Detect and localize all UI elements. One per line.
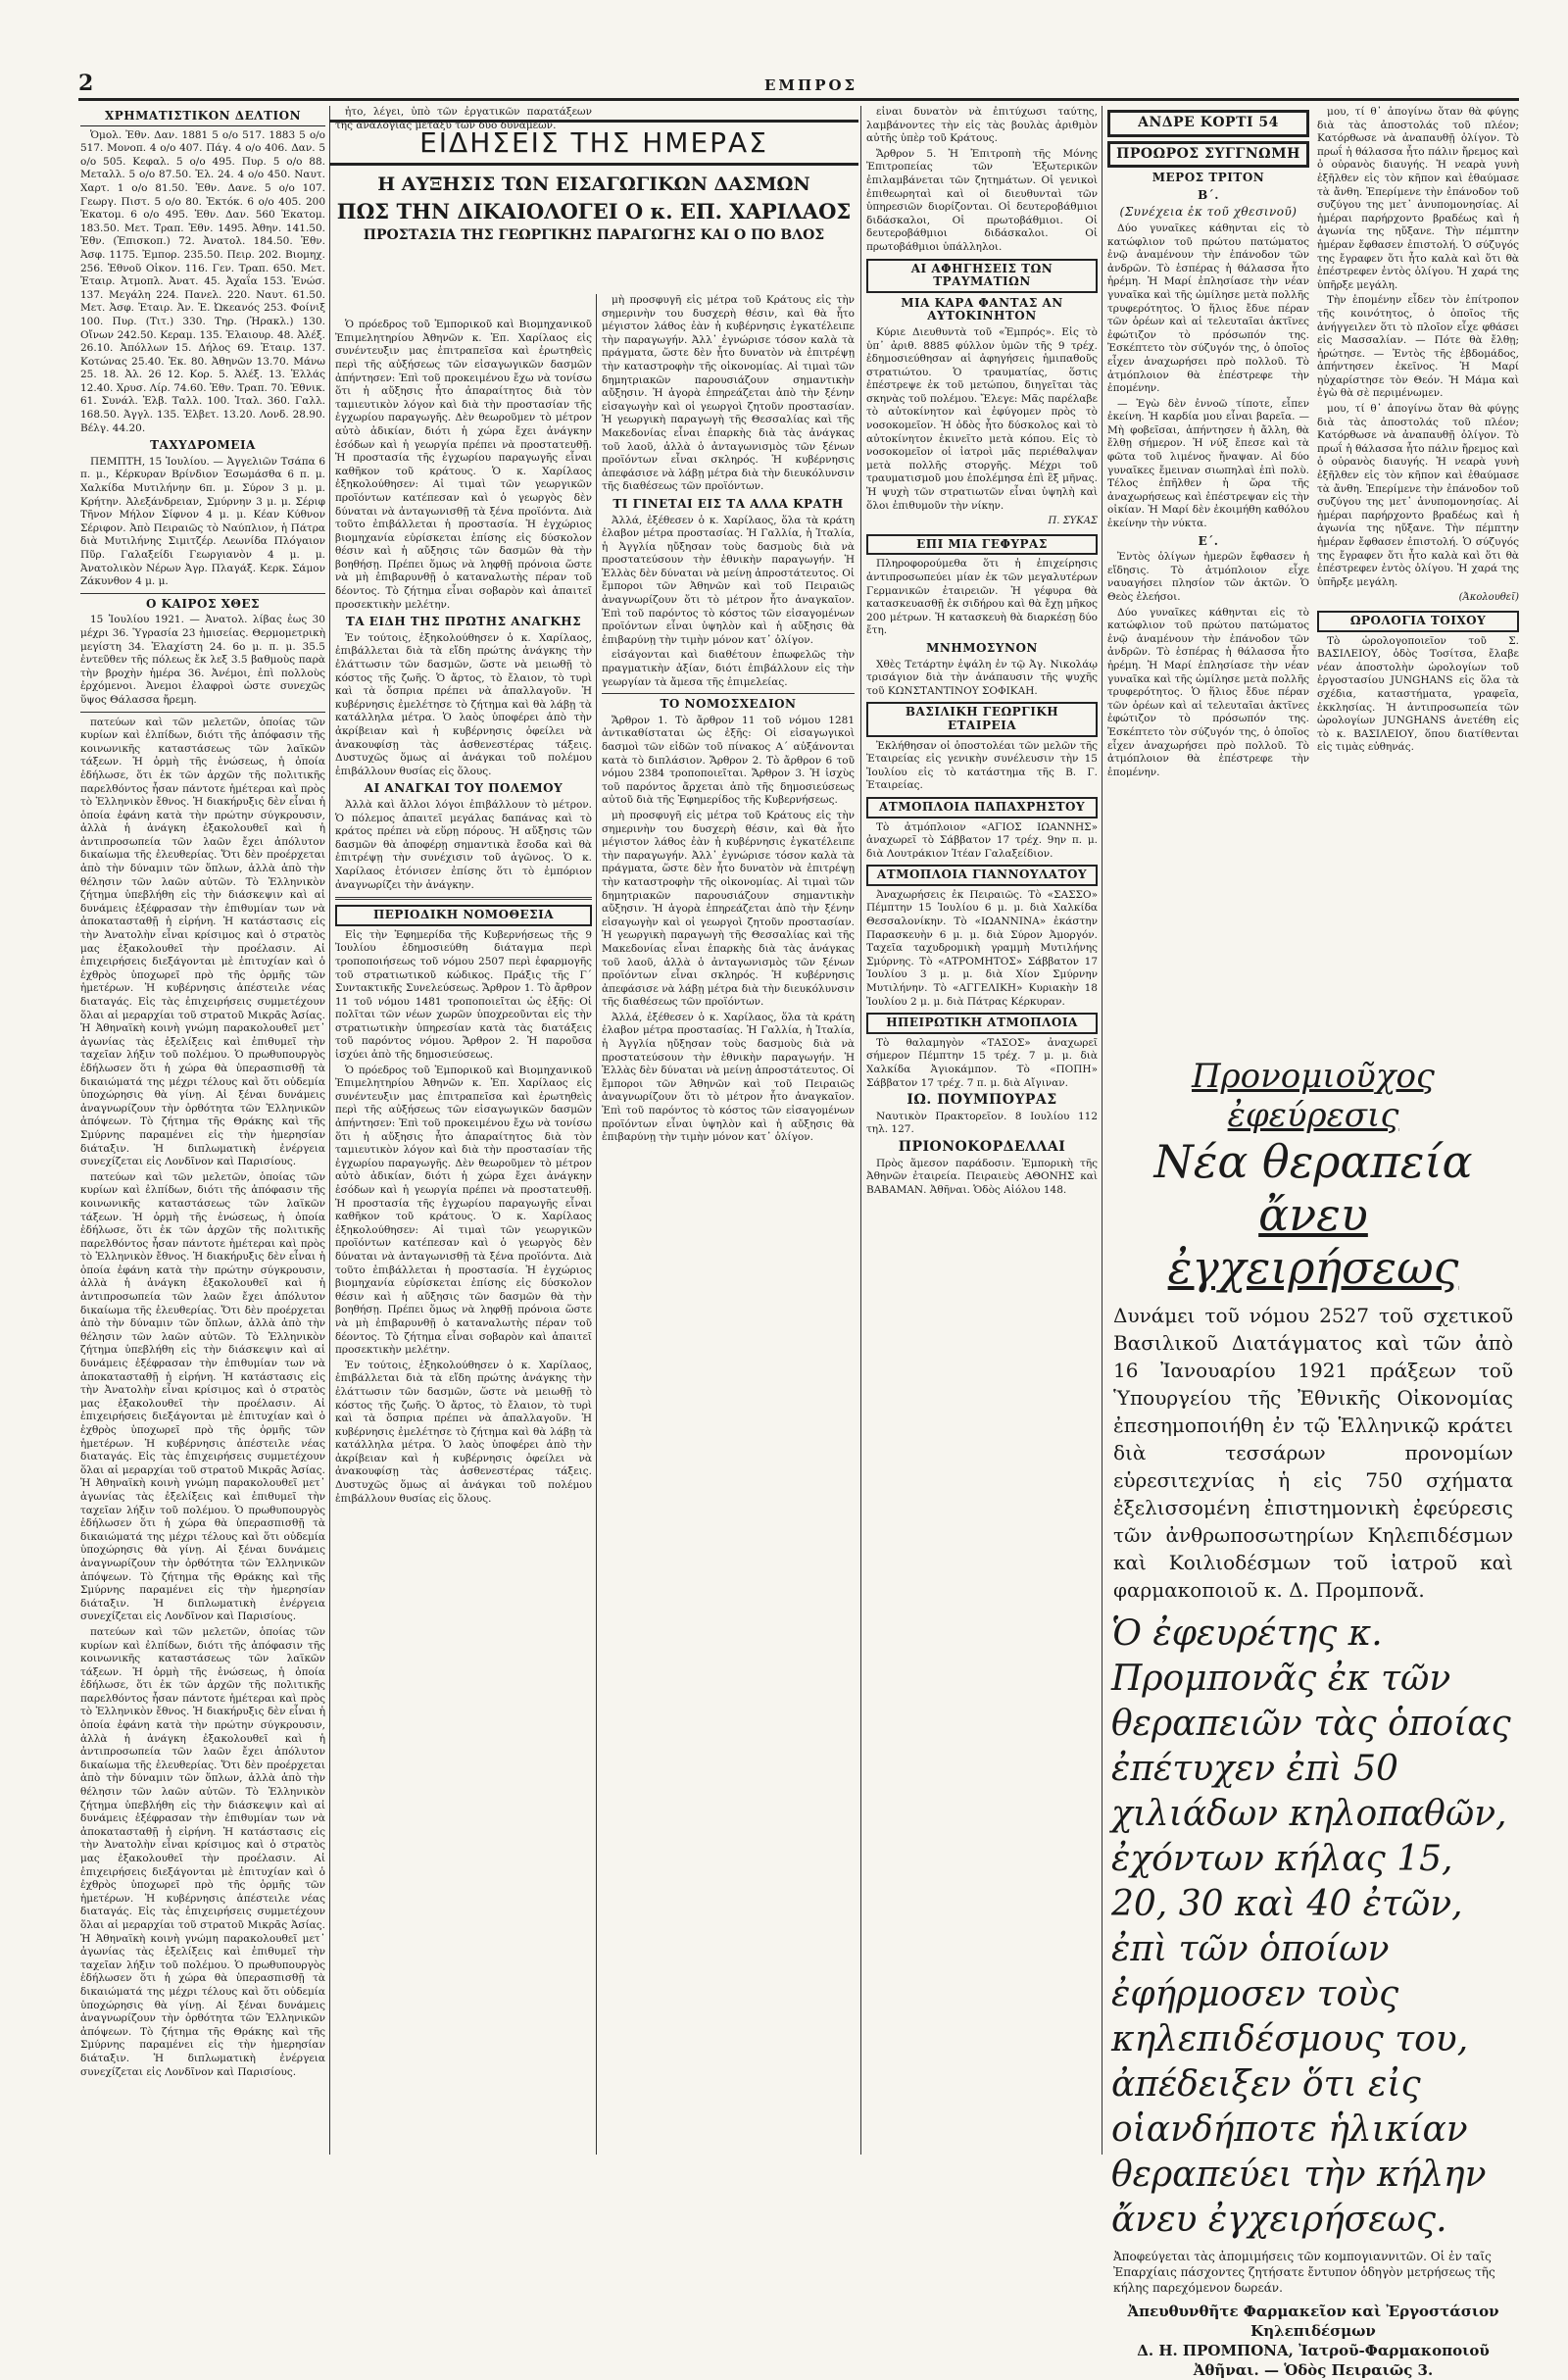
novel-text-right-2: Τὴν ἑπομένην εἶδεν τὸν ἐπίτροπον τῆς κοινότητος, ὁ ὁποῖος τῆς ἀνήγγειλεν ὅτι τὸ πλοῖον εἶχε φθάσει εἰς Μασσαλίαν. — Πότε θὰ ἔλθῃ; ἠρώτησε. — Ἐντὸς τῆς ἑβδομάδος, ἀπήντησεν ἐκεῖνος. Ἡ Μαρί ηὐχαρίστησε τὸν Θεόν. Ἡ Μάμα καὶ ἐγὼ θὰ σὲ περιμένωμεν. bbox=[1317, 294, 1519, 400]
legislation-text: Εἰς τὴν Ἐφημερίδα τῆς Κυβερνήσεως τῆς 9 Ἰουλίου ἐδημοσιεύθη διάταγμα περὶ τροποποιήσεως τοῦ νόμου 2507 περὶ ἐφαρμογῆς τοῦ στρατιωτικοῦ κώδικος. Πράξις τῆς Γ΄ Συντακτικῆς Συνελεύσεως. Ἄρθρον 1. Τὸ ἄρθρον 11 τοῦ νόμου 1481 τροποποιεῖται ὡς ἑξῆς: Οἱ πολῖται τῶν νέων χωρῶν ὑποχρεοῦνται εἰς τὴν στρατιωτικὴν ὑπηρεσίαν κατὰ τὰς διατάξεις τοῦ παρόντος νόμου. Ἄρθρον 2. Ἡ παροῦσα ἰσχύει ἀπὸ τῆς δημοσιεύσεως. bbox=[335, 928, 592, 1062]
novel-title: ΠΡΟΩΡΟΣ ΣΥΓΓΝΩΜΗ bbox=[1107, 141, 1309, 169]
signature-sykas: Π. ΣΥΚΑΣ bbox=[1048, 516, 1098, 527]
col4-text-1: Ἄρθρον 5. Ἡ Ἐπιτροπὴ τῆς Μόνης Ἐπιτροπείας τῶν Ἐξωτερικῶν ἐπιλαμβάνεται τῶν ζητημάτων. Οἱ γενικοὶ ἐπιθεωρηταὶ καὶ οἱ διευθυνταὶ τῶν ὑπηρεσιῶν διορίζονται. Οἱ δευτεροβάθμιοι διδάσκαλοι, Οἱ πρωτοβάθμιοι. Οἱ δευτεροβάθμιοι διδάσκαλοι. Οἱ πρωτοβάθμιοι ὑπάλληλοι. bbox=[866, 147, 1098, 253]
duties-kicker: ΠΡΟΣΤΑΣΙΑ ΤΗΣ ΓΕΩΡΓΙΚΗΣ ΠΑΡΑΓΩΓΗΣ ΚΑΙ Ο ΠΟ ΒΛΟΣ bbox=[363, 227, 825, 243]
col4-text-9: Ναυτικὸν Πρακτορεῖον. 8 Ιουλίου 112 τηλ. 127. bbox=[866, 1110, 1098, 1136]
legislation-text-cont2: Ἐν τούτοις, ἐξηκολούθησεν ὁ κ. Χαρίλαος, ἐπιβάλλεται διὰ τὰ εἴδη πρώτης ἀνάγκης τὴν ἐλάττωσιν τῶν δασμῶν, ὥστε νὰ μειωθῇ τὸ κόστος τῆς ζωῆς. Ὁ ἄρτος, τὸ ἔλαιον, τὸ τυρὶ καὶ τὰ ὄσπρια πρέπει νὰ ἀπαλλαγοῦν. Ἡ κυβέρνησις ἐμελέτησε τὸ ζήτημα καὶ θὰ λάβῃ τὰ κατάλληλα μέτρα. Ὁ λαὸς ὑποφέρει ἀπὸ τὴν ἀκρίβειαν καὶ ἡ κυβέρνησις ὀφείλει νὰ ἀνακουφίσῃ τὰς ἀσθενεστέρας τάξεις. Δυστυχῶς ὅμως αἱ ἀνάγκαι τοῦ πολέμου ἐπιβάλλουν θυσίας εἰς ὅλους. bbox=[335, 1359, 592, 1505]
novel-chapter: Β΄. bbox=[1198, 187, 1219, 202]
other-states-title: ΤΙ ΓΙΝΕΤΑΙ ΕΙΣ ΤΑ ΑΛΛΑ ΚΡΑΤΗ bbox=[612, 496, 844, 511]
col3-text-3c: Ἀλλά, ἐξέθεσεν ὁ κ. Χαρίλαος, ὅλα τὰ κράτη ἐλαβον μέτρα προστασίας. Ἡ Γαλλία, ἡ Ἰταλία, ἡ Ἀγγλία ηὔξησαν τοὺς δασμοὺς διὰ νὰ προστατεύσουν τὴν ἐθνικὴν παραγωγήν. Ἡ Ἑλλὰς δὲν δύναται νὰ μείνῃ ἀπροστάτευτος. Οἱ ἔμποροι τῶν Ἀθηνῶν καὶ τοῦ Πειραιῶς ἀναγνωρίζουν ὅτι τὸ μέτρον ἦτο ἀναγκαῖον. Ἐπὶ τοῦ παρόντος τὸ κόστος τῶν εἰσαγομένων προϊόντων εἶναι ὑψηλὸν καὶ ἡ αὔξησις θὰ ἐπιβαρύνῃ τὴν τιμὴν μόνον κατ᾽ ὀλίγον. bbox=[602, 1011, 855, 1144]
col4-text-5: Ἐκλήθησαν οἱ ὁποστολέαι τῶν μελῶν τῆς Ἑταιρείας εἰς γενικὴν συνέλευσιν τὴν 15 Ἰουλίου εἰς τὸ κατάστημα τῆς Β. Γ. Ἑταιρείας. bbox=[866, 739, 1098, 792]
ad-address-3: Ἀθῆναι. — Ὁδὸς Πειραιῶς 3. bbox=[1193, 2361, 1434, 2379]
novel-chapter-2: Ε΄. bbox=[1198, 533, 1219, 548]
article-text-cont2: πατεύων καὶ τῶν μελετῶν, ὁποίας τῶν κυρίων καὶ ἐλπίδων, διότι τῆς ἀπόφασιν τῆς κοινωνικῆς καταστάσεως τῶν λαϊκῶν τάξεων. Ἡ ὁρμὴ τῆς ἑνώσεως, ἡ ὁποία ἐδήλωσε, ὅτι ἐκ τῶν ἀρχῶν τῆς πολιτικῆς παρελθόντος ἦσαν πάντοτε ἡμέτεραι καὶ πρὸς τὸ Ἑλληνικὸν ἔθνος. Ἡ διακήρυξις δὲν εἶναι ἡ ὁποία ἐφάνη κατὰ τὴν πρώτην σύγκρουσιν, ἀλλὰ ἡ ἀνάγκη ἐξακολουθεῖ καὶ ἡ ἀντιπροσωπεία τῶν λαῶν ἔχει ἀπόλυτον δικαίωμα τῆς ἐλευθερίας. Ὅτι δὲν προέρχεται ἀπὸ τὴν δύναμιν τῶν ὅπλων, ἀλλὰ ἀπὸ τὴν θέλησιν τῶν λαῶν αὐτῶν. Τὸ Ἑλληνικὸν ζήτημα ὑπεβλήθη εἰς τὴν διάσκεψιν καὶ αἱ δυνάμεις ἐξέφρασαν τὴν ἐπιθυμίαν των νὰ ἀποκατασταθῇ ἡ εἰρήνη. Ἡ κατάστασις εἰς τὴν Ἀνατολὴν εἶναι κρίσιμος καὶ ὁ στρατὸς μας ἐξακολουθεῖ τὴν προέλασιν. Αἱ ἐπιχειρήσεις διεξάγονται μὲ ἐπιτυχίαν καὶ ὁ ἐχθρὸς ὑποχωρεῖ πρὸ τῆς ὁρμῆς τῶν ἡμετέρων. Ἡ κυβέρνησις ἀπέστειλε νέας διαταγάς. Εἰς τὰς ἐπιχειρήσεις συμμετέχουν ὅλαι αἱ μεραρχίαι τοῦ στρατοῦ Μικρᾶς Ἀσίας. Ἡ Ἀθηναϊκὴ κοινὴ γνώμη παρακολουθεῖ μετ᾽ ἀγωνίας τὰς ἐξελίξεις καὶ ἐπιθυμεῖ τὴν ταχεῖαν λήξιν τοῦ πολέμου. Ὁ πρωθυπουργὸς ἐδήλωσεν ὅτι ἡ χώρα θὰ ὑπερασπισθῇ τὰ δικαιώματά της μέχρι τέλους καὶ ὅτι οὐδεμία ὑποχώρησις θὰ γίνῃ. Αἱ ξέναι δυνάμεις ἀναγνωρίζουν τὴν ὀρθότητα τῶν Ἑλληνικῶν ἀπόψεων. Τὸ ζήτημα τῆς Θράκης καὶ τῆς Σμύρνης παραμένει εἰς τὴν ἡμερησίαν διάταξιν. Ἡ διπλωματικὴ ἐνέργεια συνεχίζεται εἰς Λονδῖνον καὶ Παρισίους. bbox=[80, 1625, 325, 2078]
novel-text-3: Ἐντὸς ὀλίγων ἡμερῶν ἔφθασεν ἡ εἴδησις. Τὸ ἀτμόπλοιον εἶχε ναυαγήσει πλησίον τῶν ἀκτῶν. Ὁ Θεὸς ἐλεήσοι. bbox=[1107, 551, 1309, 603]
column-3 bbox=[602, 294, 855, 2155]
agri-society-title: ΒΑΣΙΛΙΚΗ ΓΕΩΡΓΙΚΗ ΕΤΑΙΡΕΙΑ bbox=[866, 702, 1098, 736]
col4-text-2: Κύριε Διευθυντὰ τοῦ «Ἐμπρός». Εἰς τὸ ὑπ᾽ ἀριθ. 8885 φύλλον ὑμῶν τῆς 9 τρέχ. ἐδημοσιεύθησαν αἱ ἀφηγήσεις ἡμιπαθοῦς στρατιώτου. Ὁ τραυματίας, ὅστις ἐπέστρεψε ἐκ τοῦ μετώπου, διηγεῖται τὰς σκηνὰς τοῦ πολέμου. Ἔλεγε: Μᾶς παρέλαβε τὸ αὐτοκίνητον καὶ ἐφύγομεν πρὸς τὸ νοσοκομεῖον. Ἡ ὁδὸς ἦτο δύσκολος καὶ τὸ αὐτοκίνητον ἐκινεῖτο μετὰ κόπου. Εἰς τὸ νοσοκομεῖον οἱ ἰατροὶ μᾶς περιέθαλψαν μετὰ πολλῆς στοργῆς. Μέχρι τοῦ τραυματισμοῦ μου ἐπολέμησα ἐπὶ ἓξ μῆνας. Ἡ ψυχὴ τῶν στρατιωτῶν εἶναι ὑψηλὴ καὶ ὅλοι ἐπιθυμοῦν τὴν νίκην. bbox=[866, 325, 1098, 512]
masthead bbox=[78, 71, 1519, 101]
feuilleton-right bbox=[1317, 106, 1519, 781]
duties-text-3: Ἀλλὰ καὶ ἄλλοι λόγοι ἐπιβάλλουν τὸ μέτρον. Ὁ πόλεμος ἀπαιτεῖ μεγάλας δαπάνας καὶ τὸ κράτος πρέπει νὰ εὕρῃ πόρους. Ἡ αὔξησις τῶν δασμῶν θὰ ἀποφέρῃ σημαντικὰ ἔσοδα καὶ θὰ ἐπιτρέψῃ τὴν συνέχισιν τοῦ ἀγῶνος. Ὁ κ. Χαρίλαος ἐτόνισεν ἐπίσης ὅτι τὸ ἐμπόριον ἀναγνωρίζει τὴν ἀνάγκην. bbox=[335, 798, 592, 891]
duties-headline: Η ΑΥΞΗΣΙΣ ΤΩΝ ΕΙΣΑΓΩΓΙΚΩΝ ΔΑΣΜΩΝ bbox=[377, 174, 810, 195]
novel-part: ΜΕΡΟΣ ΤΡΙΤΟΝ bbox=[1152, 171, 1265, 185]
newspaper-name: ΕΜΠΡΟΣ bbox=[764, 76, 858, 94]
war-needs-title: ΑΙ ΑΝΑΓΚΑΙ ΤΟΥ ΠΟΛΕΜΟΥ bbox=[364, 781, 564, 796]
feuilleton-author: ΑΝΔΡΕ ΚΟΡΤΙ 54 bbox=[1107, 110, 1309, 137]
bridge-title: ΕΠΙ ΜΙΑ ΓΕΦΥΡΑΣ bbox=[866, 534, 1098, 556]
col3-text-3: Ἄρθρον 1. Τὸ ἄρθρον 11 τοῦ νόμου 1281 ἀντικαθίσταται ὡς ἑξῆς: Οἱ εἰσαγωγικοὶ δασμοὶ τῶν εἰδῶν τοῦ πίνακος Α΄ αὐξάνονται κατὰ τὸ διπλάσιον. Ἄρθρον 2. Τὸ ἄρθρον 6 τοῦ νόμου 2384 τροποποιεῖται. Ἄρθρον 3. Ἡ ἰσχὺς τοῦ παρόντος ἄρχεται ἀπὸ τῆς δημοσιεύσεως αὐτοῦ διὰ τῆς Ἐφημερίδος τῆς Κυβερνήσεως. bbox=[602, 714, 855, 807]
col4-text-8: Τὸ θαλαμηγὸν «ΤΑΣΟΣ» ἀναχωρεῖ σήμερον Πέμπτην 15 τρέχ. 7 μ. μ. διὰ Χαλκίδα Ἀγιοκάμπον. Τὸ «ΠΟΠΗ» Σάββατον 17 τρέχ. 7 π. μ. διὰ Αἴγιναν. bbox=[866, 1036, 1098, 1089]
ad-body: Δυνάμει τοῦ νόμου 2527 τοῦ σχετικοῦ Βασιλικοῦ Διατάγματος καὶ τῶν ἀπὸ 16 Ἰανουαρίου 1921 πράξεων τοῦ Ὑπουργείου τῆς Ἐθνικῆς Οἰκονομίας ἐπεσημοποιήθη ἐν τῷ Ἑλληνικῷ κράτει διὰ τεσσάρων προνομίων εὑρεσιτεχνίας ἡ εἰς 750 σχήματα ἐξελισσομένη ἐπιστημονικὴ ἐφεύρεσις τῶν ἀνθρωποσωτηρίων Κηλεπιδέσμων καὶ Κοιλιοδέσμων τοῦ ἰατροῦ καὶ φαρμακοποιοῦ κ. Δ. Προμπονᾶ. bbox=[1113, 1304, 1513, 1602]
wounded-subtitle: ΜΙΑ ΚΑΡΑ ΦΑΝΤΑΣ ΑΝ ΑΥΤΟΚΙΝΗΤΟΝ bbox=[901, 295, 1063, 323]
ad-address-1: Ἀπευθυνθῆτε Φαρμακεῖον καὶ Ἐργοστάσιον Κηλεπιδέσμων bbox=[1127, 2303, 1499, 2340]
ad-headline-2: Νέα θεραπεία bbox=[1153, 1135, 1473, 1188]
news-of-day-header bbox=[329, 120, 858, 243]
ad-headline-3: ἄνευ ἐγχειρήσεως bbox=[1167, 1188, 1459, 1294]
financial-bulletin-text: Ὁμολ. Ἐθν. Δαν. 1881 5 ο/ο 517. 1883 5 ο/ο 517. Μονοπ. 4 ο/ο 407. Πάγ. 4 ο/ο 406. Δαν. 5 ο/ο 505. Κεφαλ. 5 ο/ο 495. Πυρ. 5 ο/ο 88. Μεταλλ. 5 ο/ο 87.50. Ἐλ. 24. 4 ο/ο 450. Ναυτ. Χαρτ. 1 ο/ο 81.50. Ἐθν. Δανε. 5 ο/ο 107. Γεωργ. Πιστ. 5 ο/ο 80. Ἐκτόκ. 6 ο/ο 405. 200 Ἐκατομ. 6 ο/ο 495. Ἐθν. Δαν. 560 Ἐκατομ. 183.50. Μετ. Τραπ. Ἐθν. 1495. Ἀθην. 141.50. Ἐθν. (Ἐπισκοπ.) 72. Ἀνατολ. 184.50. Ἐθν. Ἀσφ. 1175. Ἐμπορ. 235.50. Πειρ. 202. Βιομηχ. 256. Ἐθνοῦ Οἰκον. 116. Γεν. Τραπ. 650. Μετ. Ἐταιρ. Ἀτμοπλ. Ἀνατ. 45. Ἀχαΐα 153. Ἐνώσ. 137. Μεγάλη 224. Πανελ. 220. Ναυτ. 61.50. Μετ. Ἀσφ. Ἐταιρ. Ἀν. Ἐ. Ὠκεανός 253. Φοίνιξ 100. Πυρ. (Τιτ.) 330. Τηρ. (Ἠρακλ.) 130. Οἴνων 242.50. Κεραμ. 135. Ἐλαιουρ. 48. Ἀλέξ. 26.10. Ἀπόλλων 15. Δήλος 69. Ἐταιρ. 137. Κοτώνας 25.40. Ἐκ. 80. Ἀθηνῶν 13.70. Μάνω 25. 18. Ἀλ. 26 12. Κορ. 5. Ἀλέξ. 13. Ἑλλάς 12.40. Χρυσ. Λίρ. 74.60. Ἐθν. Τραπ. 70. Ἐθνικ. 61. Συνάλ. Ἐλβ. Ταλλ. 100. Ἰταλ. 360. Γαλλ. 168.50. Ἀγγλ. 135. Ἐλβετ. 13.20. Λονδ. 28.90. Βέλγ. 44.20. bbox=[80, 128, 325, 434]
column-5 bbox=[1107, 106, 1519, 1047]
column-2 bbox=[335, 106, 592, 2155]
wounded-title: ΑΙ ΑΦΗΓΗΣΕΙΣ ΤΩΝ ΤΡΑΥΜΑΤΙΩΝ bbox=[866, 259, 1098, 293]
epirus-title: ΗΠΕΙΡΩΤΙΚΗ ΑΤΜΟΠΛΟΙΑ bbox=[866, 1013, 1098, 1034]
article-text-cont: πατεύων καὶ τῶν μελετῶν, ὁποίας τῶν κυρίων καὶ ἐλπίδων, διότι τῆς ἀπόφασιν τῆς κοινωνικῆς καταστάσεως τῶν λαϊκῶν τάξεων. Ἡ ὁρμὴ τῆς ἑνώσεως, ἡ ὁποία ἐδήλωσε, ὅτι ἐκ τῶν ἀρχῶν τῆς πολιτικῆς παρελθόντος ἦσαν πάντοτε ἡμέτεραι καὶ πρὸς τὸ Ἑλληνικὸν ἔθνος. Ἡ διακήρυξις δὲν εἶναι ἡ ὁποία ἐφάνη κατὰ τὴν πρώτην σύγκρουσιν, ἀλλὰ ἡ ἀνάγκη ἐξακολουθεῖ καὶ ἡ ἀντιπροσωπεία τῶν λαῶν ἔχει ἀπόλυτον δικαίωμα τῆς ἐλευθερίας. Ὅτι δὲν προέρχεται ἀπὸ τὴν δύναμιν τῶν ὅπλων, ἀλλὰ ἀπὸ τὴν θέλησιν τῶν λαῶν αὐτῶν. Τὸ Ἑλληνικὸν ζήτημα ὑπεβλήθη εἰς τὴν διάσκεψιν καὶ αἱ δυνάμεις ἐξέφρασαν τὴν ἐπιθυμίαν των νὰ ἀποκατασταθῇ ἡ εἰρήνη. Ἡ κατάστασις εἰς τὴν Ἀνατολὴν εἶναι κρίσιμος καὶ ὁ στρατὸς μας ἐξακολουθεῖ τὴν προέλασιν. Αἱ ἐπιχειρήσεις διεξάγονται μὲ ἐπιτυχίαν καὶ ὁ ἐχθρὸς ὑποχωρεῖ πρὸ τῆς ὁρμῆς τῶν ἡμετέρων. Ἡ κυβέρνησις ἀπέστειλε νέας διαταγάς. Εἰς τὰς ἐπιχειρήσεις συμμετέχουν ὅλαι αἱ μεραρχίαι τοῦ στρατοῦ Μικρᾶς Ἀσίας. Ἡ Ἀθηναϊκὴ κοινὴ γνώμη παρακολουθεῖ μετ᾽ ἀγωνίας τὰς ἐξελίξεις καὶ ἐπιθυμεῖ τὴν ταχεῖαν λήξιν τοῦ πολέμου. Ὁ πρωθυπουργὸς ἐδήλωσεν ὅτι ἡ χώρα θὰ ὑπερασπισθῇ τὰ δικαιώματά της μέχρι τέλους καὶ ὅτι οὐδεμία ὑποχώρησις θὰ γίνῃ. Αἱ ξέναι δυνάμεις ἀναγνωρίζουν τὴν ὀρθότητα τῶν Ἑλληνικῶν ἀπόψεων. Τὸ ζήτημα τῆς Θράκης καὶ τῆς Σμύρνης παραμένει εἰς τὴν ἡμερησίαν διάταξιν. Ἡ διπλωματικὴ ἐνέργεια συνεχίζεται εἰς Λονδῖνον καὶ Παρισίους. bbox=[80, 1170, 325, 1623]
col4-text-10: Πρὸς ἅμεσον παράδοσιν. Ἐμπορικὴ τῆς Ἀθηνῶν ἐταιρεία. Πειραιεὺς ΑΘΟΝΗΣ καὶ ΒΑΒΑΜΑΝ. Ἀθῆναι. Ὁδὸς Αἰόλου 148. bbox=[866, 1157, 1098, 1196]
col3-text-3b: μὴ προσφυγῆ εἰς μέτρα τοῦ Κράτους εἰς τὴν σημερινὴν του δυσχερὴ θέσιν, καὶ θὰ ἦτο μέγιστον λάθος ἐὰν ἡ κυβέρνησις ἐγκατέλειπε τὴν παραγωγήν. Ἀλλ᾽ ἐγνώρισε τόσον καλὰ τὰ πράγματα, ὥστε δὲν ἦτο δυνατὸν νὰ ἐπιτρέψῃ τὴν καταστροφὴν τῆς οἰκονομίας. Αἱ τιμαὶ τῶν δημητριακῶν παρουσιάζουν σημαντικὴν αὔξησιν. Ἡ ἀγορὰ ἐπηρεάζεται ἀπὸ τὴν ξένην εἰσαγωγὴν καὶ οἱ γεωργοὶ ζητοῦν προστασίαν. Ἡ γεωργικὴ παραγωγὴ τῆς Θεσσαλίας καὶ τῆς Μακεδονίας εἶναι ἐπαρκὴς διὰ τὰς ἀνάγκας τοῦ λαοῦ, ἀλλὰ ὁ ἀνταγωνισμὸς τῶν ξένων προϊόντων εἶναι σκληρός. Ἡ κυβέρνησις ἀπεφάσισε νὰ λάβῃ μέτρα διὰ τὴν διευκόλυνσιν τῆς διαθέσεως τῶν προϊόντων. bbox=[602, 809, 855, 1009]
duties-text-1: Ὁ πρόεδρος τοῦ Ἐμπορικοῦ καὶ Βιομηχανικοῦ Ἐπιμελητηρίου Ἀθηνῶν κ. Ἐπ. Χαρίλαος εἰς συνέντευξιν μας ἐπιτραπεῖσα καὶ ἐρωτηθεὶς περὶ τῆς αὐξήσεως τῶν εἰσαγωγικῶν δασμῶν ἀπήντησεν: Ἐπὶ τοῦ προκειμένου ἔχω νὰ τονίσω ὅτι ἡ αὔξησις ἦτο ἀπαραίτητος διὰ τὸν ταμιευτικὸν λόγον καὶ διὰ τὴν προστασίαν τῆς ἐγχωρίου παραγωγῆς. Δὲν θεωροῦμεν τὸ μέτρον αὐτὸ ἀδικίαν, διότι ἡ χώρα ἔχει ἀνάγκην ἐσόδων καὶ ἡ γεωργία πρέπει νὰ προστατευθῇ. Ἡ προστασία τῆς ἐγχωρίου παραγωγῆς εἶναι καθῆκον τοῦ κράτους. Ὁ κ. Χαρίλαος ἐξηκολούθησεν: Αἱ τιμαὶ τῶν γεωργικῶν προϊόντων κατέπεσαν καὶ ὁ γεωργὸς δὲν δύναται νὰ ἀνταγωνισθῇ τὰ ξένα προϊόντα. Διὰ τοῦτο ἐπιβάλλεται ἡ προστασία. Ἡ ἐγχώριος βιομηχανία εὑρίσκεται ἐπίσης εἰς δύσκολον θέσιν καὶ ἡ αὔξησις τῶν δασμῶν θὰ τὴν βοηθήσῃ. Πρέπει ὅμως νὰ ληφθῇ πρόνοια ὥστε νὰ μὴ ἐπιβαρυνθῇ ὁ καταναλωτὴς πέραν τοῦ δέοντος. Τὸ ζήτημα εἶναι σοβαρὸν καὶ ἀπαιτεῖ προσεκτικὴν μελέτην. bbox=[335, 319, 592, 611]
duties-text-2: Ἐν τούτοις, ἐξηκολούθησεν ὁ κ. Χαρίλαος, ἐπιβάλλεται διὰ τὰ εἴδη πρώτης ἀνάγκης τὴν ἐλάττωσιν τῶν δασμῶν, ὥστε νὰ μειωθῇ τὸ κόστος τῆς ζωῆς. Ὁ ἄρτος, τὸ ἔλαιον, τὸ τυρὶ καὶ τὰ ὄσπρια πρέπει νὰ ἀπαλλαγοῦν. Ἡ κυβέρνησις ἐμελέτησε τὸ ζήτημα καὶ θὰ λάβῃ τὰ κατάλληλα μέτρα. Ὁ λαὸς ὑποφέρει ἀπὸ τὴν ἀκρίβειαν καὶ ἡ κυβέρνησις ὀφείλει νὰ ἀνακουφίσῃ τὰς ἀσθενεστέρας τάξεις. Δυστυχῶς ὅμως αἱ ἀνάγκαι τοῦ πολέμου ἐπιβάλλουν θυσίας εἰς ὅλους. bbox=[335, 631, 592, 777]
poumbouras-title: ΙΩ. ΠΟΥΜΠΟΥΡΑΣ bbox=[906, 1092, 1057, 1109]
novel-text-2: — Ἐγὼ δὲν ἐννοῶ τίποτε, εἶπεν ἐκείνη. Ἡ καρδία μου εἶναι βαρεῖα. — Μὴ φοβεῖσαι, ἀπήντησεν ἡ ἄλλη, θὰ ἔλθῃ σήμερον. Ἡ νύξ ἔπεσε καὶ τὰ φῶτα τοῦ λιμένος ἤναψαν. Αἱ δύο γυναῖκες ἔμειναν σιωπηλαὶ ἐπὶ πολὺ. Τέλος ἐπῆλθεν ἡ ὥρα τῆς ἀναχωρήσεως καὶ ἐπέστρεψαν εἰς τὴν οἰκίαν. Ἡ Μαρί δὲν ἐκοιμήθη καθόλου ἐκείνην τὴν νύκτα. bbox=[1107, 397, 1309, 530]
legislation-text-cont: Ὁ πρόεδρος τοῦ Ἐμπορικοῦ καὶ Βιομηχανικοῦ Ἐπιμελητηρίου Ἀθηνῶν κ. Ἐπ. Χαρίλαος εἰς συνέντευξιν μας ἐπιτραπεῖσα καὶ ἐρωτηθεὶς περὶ τῆς αὐξήσεως τῶν εἰσαγωγικῶν δασμῶν ἀπήντησεν: Ἐπὶ τοῦ προκειμένου ἔχω νὰ τονίσω ὅτι ἡ αὔξησις ἦτο ἀπαραίτητος διὰ τὸν ταμιευτικὸν λόγον καὶ διὰ τὴν προστασίαν τῆς ἐγχωρίου παραγωγῆς. Δὲν θεωροῦμεν τὸ μέτρον αὐτὸ ἀδικίαν, διότι ἡ χώρα ἔχει ἀνάγκην ἐσόδων καὶ ἡ γεωργία πρέπει νὰ προστατευθῇ. Ἡ προστασία τῆς ἐγχωρίου παραγωγῆς εἶναι καθῆκον τοῦ κράτους. Ὁ κ. Χαρίλαος ἐξηκολούθησεν: Αἱ τιμαὶ τῶν γεωργικῶν προϊόντων κατέπεσαν καὶ ὁ γεωργὸς δὲν δύναται νὰ ἀνταγωνισθῇ τὰ ξένα προϊόντα. Διὰ τοῦτο ἐπιβάλλεται ἡ προστασία. Ἡ ἐγχώριος βιομηχανία εὑρίσκεται ἐπίσης εἰς δύσκολον θέσιν καὶ ἡ αὔξησις τῶν δασμῶν θὰ τὴν βοηθήσῃ. Πρέπει ὅμως νὰ ληφθῇ πρόνοια ὥστε νὰ μὴ ἐπιβαρυνθῇ ὁ καταναλωτὴς πέραν τοῦ δέοντος. Τὸ ζήτημα εἶναι σοβαρὸν καὶ ἀπαιτεῖ προσεκτικὴν μελέτην. bbox=[335, 1064, 592, 1357]
col4-text-4: Χθὲς Τετάρτην ἐψάλη ἐν τῷ Ἀγ. Νικολάῳ τρισάγιον διὰ τὴν ἀνάπαυσιν τῆς ψυχῆς τοῦ ΚΩΝΣΤΑΝΤΙΝΟΥ ΣΟΦΙΚΑΗ. bbox=[866, 658, 1098, 697]
feuilleton-number: 54 bbox=[1258, 115, 1279, 130]
novel-text-3b: Δύο γυναῖκες κάθηνται εἰς τὸ κατώφλιον τοῦ πρώτου πατώματος ἐνῷ ἀναμένουν τὴν ἐπάνοδον τῶν ἀνδρῶν. Τὸ ἑσπέρας ἡ θάλασσα ἦτο ἡρέμη. Ἡ Μαρί ἐπλησίασε τὴν νέαν γυναῖκα καὶ τῆς ὡμίλησε μετὰ πολλῆς τρυφερότητος. Ὁ ἥλιος ἔδυε πέραν τῶν ὀρέων καὶ αἱ τελευταῖαι ἀκτῖνες ἐφώτιζον τὸ πρόσωπόν της. Ἐσκέπτετο τὸν σύζυγόν της, ὁ ὁποῖος εἶχεν ἀναχωρήσει πρὸ πολλοῦ. Τὸ ἀτμόπλοιον θὰ ἐπέστρεφε τὴν ἐπομένην. bbox=[1107, 606, 1309, 778]
column-1 bbox=[80, 106, 325, 2155]
ad-warning: Ἀποφεύγεται τὰς ἀπομιμήσεις τῶν κομπογιαννιτῶν. Οἱ ἐν ταῖς Ἐπαρχίαις πάσχοντες ζητήσατε ἔντυπον ὁδηγὸν μετρήσεως τῆς κήλης παρεχόμενον δωρεάν. bbox=[1113, 2250, 1495, 2295]
wall-clocks-title: ΩΡΟΛΟΓΙΑ ΤΟΙΧΟΥ bbox=[1317, 611, 1519, 632]
col3-text-1: μὴ προσφυγῆ εἰς μέτρα τοῦ Κράτους εἰς τὴν σημερινὴν του δυσχερὴ θέσιν, καὶ θὰ ἦτο μέγιστον λάθος ἐὰν ἡ κυβέρνησις ἐγκατέλειπε τὴν παραγωγήν. Ἀλλ᾽ ἐγνώρισε τόσον καλὰ τὰ πράγματα, ὥστε δὲν ἦτο δυνατὸν νὰ ἐπιτρέψῃ τὴν καταστροφὴν τῆς οἰκονομίας. Αἱ τιμαὶ τῶν δημητριακῶν παρουσιάζουν σημαντικὴν αὔξησιν. Ἡ ἀγορὰ ἐπηρεάζεται ἀπὸ τὴν ξένην εἰσαγωγὴν καὶ οἱ γεωργοὶ ζητοῦν προστασίαν. Ἡ γεωργικὴ παραγωγὴ τῆς Θεσσαλίας καὶ τῆς Μακεδονίας εἶναι ἐπαρκὴς διὰ τὰς ἀνάγκας τοῦ λαοῦ, ἀλλὰ ὁ ἀνταγωνισμὸς τῶν ξένων προϊόντων εἶναι σκληρός. Ἡ κυβέρνησις ἀπεφάσισε νὰ λάβῃ μέτρα διὰ τὴν διευκόλυνσιν τῆς διαθέσεως τῶν προϊόντων. bbox=[602, 294, 855, 493]
ad-headline-1: Προνομιοῦχος ἐφεύρεσις bbox=[1192, 1057, 1435, 1135]
col3-text-1b: εἰσάγονται καὶ διαθέτουν ἐπωφελῶς τὴν πραγματικὴν ἀξίαν, διότι ἐπιβάλλουν εἰς τὴν γεωργίαν τὰ ἄμεσα τῆς ἐπιμελείας. bbox=[602, 649, 855, 688]
weather-text: 15 Ἰουλίου 1921. — Ἀνατολ. λίβας ἐως 30 μέχρι 36. Ὑγρασία 23 ἡμισείας. Θερμομετρικὴ μεγίστη 34. Ἐλαχίστη 24. 6ο μ. π. μ. 35.5 ἐντεῦθεν τῆς πόλεως ἔκ λεξ 3.5 βαθμοὺς παρὰ τὴν βροχὴν ἡμέρα 36. Ἀνέμοι, ἐπὶ πολλοὺς ἐρχόμενοι. Ἀνεμοι ἐλαφροὶ ὡστε συνεχῶς ὕψος Θάλασσα ἤρεμη. bbox=[80, 614, 325, 706]
novel-text-right-1: μου, τί θ᾽ ἀπογίνω ὅταν θὰ φύγῃς διὰ τὰς ἀποστολάς τοῦ πλέον; Κατόρθωσε νὰ ἀναπαυθῇ ὀλίγον. Τὸ πρωΐ ἡ θάλασσα ἦτο πάλιν ἤρεμος καὶ ὁ οὐρανὸς διαυγής. Ἡ νεαρὰ γυνὴ ἐξῆλθεν εἰς τὸν κῆπον καὶ ἐθαύμασε τὰ ἄνθη. Ἐπερίμενε τὴν ἐπάνοδον τοῦ συζύγου της μετ᾽ ἀνυπομονησίας. Αἱ ἡμέραι παρήρχοντο βραδέως καὶ ἡ ἀγωνία της ηὔξανε. Τὴν πέμπτην ἡμέραν ἔφθασεν ἐπιστολή. Ὁ σύζυγός της ἔγραφεν ὅτι ἦτο καλὰ καὶ ὅτι θὰ ἐπέστρεφεν ἐντὸς ὀλίγου. Ἡ χαρά της ὑπῆρξε μεγάλη. bbox=[1317, 106, 1519, 291]
financial-bulletin-title: ΧΡΗΜΑΤΙΣΤΙΚΟΝ ΔΕΛΤΙΟΝ bbox=[80, 110, 325, 126]
papachristou-title: ΑΤΜΟΠΛΟΙΑ ΠΑΠΑΧΡΗΣΤΟΥ bbox=[866, 797, 1098, 818]
col4-text-3: Πληροφορούμεθα ὅτι ἡ ἐπιχείρησις ἀντιπροσωπεύει μίαν ἐκ τῶν μεγαλυτέρων Γερμανικῶν ἐταιρειῶν. Ἡ γέφυρα θὰ κατασκευασθῇ ἐκ σιδήρου καὶ θὰ ἔχῃ μῆκος 200 μέτρων. Ἡ κατασκευὴ θὰ διαρκέσῃ δύο ἔτη. bbox=[866, 558, 1098, 637]
article-text: πατεύων καὶ τῶν μελετῶν, ὁποίας τῶν κυρίων καὶ ἐλπίδων, διότι τῆς ἀπόφασιν τῆς κοινωνικῆς καταστάσεως τῶν λαϊκῶν τάξεων. Ἡ ὁρμὴ τῆς ἑνώσεως, ἡ ὁποία ἐδήλωσε, ὅτι ἐκ τῶν ἀρχῶν τῆς πολιτικῆς παρελθόντος ἦσαν πάντοτε ἡμέτεραι καὶ πρὸς τὸ Ἑλληνικὸν ἔθνος. Ἡ διακήρυξις δὲν εἶναι ἡ ὁποία ἐφάνη κατὰ τὴν πρώτην σύγκρουσιν, ἀλλὰ ἡ ἀνάγκη ἐξακολουθεῖ καὶ ἡ ἀντιπροσωπεία τῶν λαῶν ἔχει ἀπόλυτον δικαίωμα τῆς ἐλευθερίας. Ὅτι δὲν προέρχεται ἀπὸ τὴν δύναμιν τῶν ὅπλων, ἀλλὰ ἀπὸ τὴν θέλησιν τῶν λαῶν αὐτῶν. Τὸ Ἑλληνικὸν ζήτημα ὑπεβλήθη εἰς τὴν διάσκεψιν καὶ αἱ δυνάμεις ἐξέφρασαν τὴν ἐπιθυμίαν των νὰ ἀποκατασταθῇ ἡ εἰρήνη. Ἡ κατάστασις εἰς τὴν Ἀνατολὴν εἶναι κρίσιμος καὶ ὁ στρατὸς μας ἐξακολουθεῖ τὴν προέλασιν. Αἱ ἐπιχειρήσεις διεξάγονται μὲ ἐπιτυχίαν καὶ ὁ ἐχθρὸς ὑποχωρεῖ πρὸ τῆς ὁρμῆς τῶν ἡμετέρων. Ἡ κυβέρνησις ἀπέστειλε νέας διαταγάς. Εἰς τὰς ἐπιχειρήσεις συμμετέχουν ὅλαι αἱ μεραρχίαι τοῦ στρατοῦ Μικρᾶς Ἀσίας. Ἡ Ἀθηναϊκὴ κοινὴ γνώμη παρακολουθεῖ μετ᾽ ἀγωνίας τὰς ἐξελίξεις καὶ ἐπιθυμεῖ τὴν ταχεῖαν λήξιν τοῦ πολέμου. Ὁ πρωθυπουργὸς ἐδήλωσεν ὅτι ἡ χώρα θὰ ὑπερασπισθῇ τὰ δικαιώματά της μέχρι τέλους καὶ ὅτι οὐδεμία ὑποχώρησις θὰ γίνῃ. Αἱ ξέναι δυνάμεις ἀναγνωρίζουν τὴν ὀρθότητα τῶν Ἑλληνικῶν ἀπόψεων. Τὸ ζήτημα τῆς Θράκης καὶ τῆς Σμύρνης παραμένει εἰς τὴν ἡμερησίαν διάταξιν. Ἡ διπλωματικὴ ἐνέργεια συνεχίζεται εἰς Λονδῖνον καὶ Παρισίους. bbox=[80, 716, 325, 1168]
ad-address-2: Δ. Η. ΠΡΟΜΠΟΝΑ, Ἰατροῦ-Φαρμακοποιοῦ bbox=[1137, 2342, 1490, 2359]
feuilleton-left bbox=[1107, 106, 1309, 781]
continued-note: (Συνέχεια ἐκ τοῦ χθεσινοῦ) bbox=[1119, 205, 1298, 220]
bill-title: ΤΟ ΝΟΜΟΣΧΕΔΙΟΝ bbox=[660, 697, 797, 712]
col2-intro: ἦτο, λέγει, ὑπὸ τῶν ἐργατικῶν παρατάξεων τῆς ἀναλογίας μεταξύ τῶν δύο δυνάμεων. bbox=[335, 106, 592, 131]
weather-title: Ο ΚΑΙΡΟΣ ΧΘΕΣ bbox=[145, 596, 261, 611]
memorial-title: ΜΝΗΜΟΣΥΝΟΝ bbox=[926, 640, 1038, 655]
hernia-advertisement bbox=[1107, 1057, 1519, 2379]
column-4 bbox=[866, 106, 1098, 2155]
duties-subheadline: ΠΩΣ ΤΗΝ ΔΙΚΑΙΟΛΟΓΕΙ Ο κ. ΕΠ. ΧΑΡΙΛΑΟΣ bbox=[336, 199, 852, 223]
col3-text-2: Ἀλλά, ἐξέθεσεν ὁ κ. Χαρίλαος, ὅλα τὰ κράτη ἐλαβον μέτρα προστασίας. Ἡ Γαλλία, ἡ Ἰταλία, ἡ Ἀγγλία ηὔξησαν τοὺς δασμοὺς διὰ νὰ προστατεύσουν τὴν ἐθνικὴν παραγωγήν. Ἡ Ἑλλὰς δὲν δύναται νὰ μείνῃ ἀπροστάτευτος. Οἱ ἔμποροι τῶν Ἀθηνῶν καὶ τοῦ Πειραιῶς ἀναγνωρίζουν ὅτι τὸ μέτρον ἦτο ἀναγκαῖον. Ἐπὶ τοῦ παρόντος τὸ κόστος τῶν εἰσαγομένων προϊόντων εἶναι ὑψηλὸν καὶ ἡ αὔξησις θὰ ἐπιβαρύνῃ τὴν τιμὴν μόνον κατ᾽ ὀλίγον. bbox=[602, 514, 855, 646]
col4-text-7: Ἀναχωρήσεις ἐκ Πειραιῶς. Τὸ «ΣΑΣΣΟ» Πέμπτην 15 Ἰουλίου 6 μ. μ. διὰ Χαλκίδα Θεσσαλονίκην. Τὸ «ΙΩΑΝΝΙΝΑ» ἐκάστην Παρασκευὴν 6 μ. μ. διὰ Σύρον Ἀμοργόν. Ταχεῖα ταχυδρομικὴ γραμμὴ Μυτιλήνης Σμύρνης. Τὸ «ΑΤΡΟΜΗΤΟΣ» Σάββατον 17 Ἰουλίου 3 μ. μ. διὰ Χίον Σμύρνην Μυτιλήνην. Τὸ «ΑΓΓΕΛΙΚΗ» Κυριακὴν 18 Ἰουλίου 2 μ. μ. διὰ Πάτρας Κέρκυραν. bbox=[866, 888, 1098, 1008]
saw-bands-title: ΠΡΙΟΝΟΚΟΡΔΕΛΛΑΙ bbox=[898, 1138, 1066, 1155]
novel-text-1: Δύο γυναῖκες κάθηνται εἰς τὸ κατώφλιον τοῦ πρώτου πατώματος ἐνῷ ἀναμένουν τὴν ἐπάνοδον τῶν ἀνδρῶν. Τὸ ἑσπέρας ἡ θάλασσα ἦτο ἡρέμη. Ἡ Μαρί ἐπλησίασε τὴν νέαν γυναῖκα καὶ τῆς ὡμίλησε μετὰ πολλῆς τρυφερότητος. Ὁ ἥλιος ἔδυε πέραν τῶν ὀρέων καὶ αἱ τελευταῖαι ἀκτῖνες ἐφώτιζον τὸ πρόσωπόν της. Ἐσκέπτετο τὸν σύζυγόν της, ὁ ὁποῖος εἶχεν ἀναχωρήσει πρὸ πολλοῦ. Τὸ ἀτμόπλοιον θὰ ἐπέστρεφε τὴν ἐπομένην. bbox=[1107, 222, 1309, 395]
news-of-day-title: ΕΙΔΗΣΕΙΣ ΤΗΣ ΗΜΕΡΑΣ bbox=[329, 120, 858, 166]
col4-intro: εἶναι δυνατὸν νὰ ἐπιτύχωσι ταύτης, λαμβάνοντες τὴν εἰς τὰς βουλὰς ἀριθμὸν αὐτῆς ὑπὲρ τοῦ Κράτους. bbox=[866, 106, 1098, 145]
novel-text-right-3: μου, τί θ᾽ ἀπογίνω ὅταν θὰ φύγῃς διὰ τὰς ἀποστολάς τοῦ πλέον; Κατόρθωσε νὰ ἀναπαυθῇ ὀλίγον. Τὸ πρωΐ ἡ θάλασσα ἦτο πάλιν ἤρεμος καὶ ὁ οὐρανὸς διαυγής. Ἡ νεαρὰ γυνὴ ἐξῆλθεν εἰς τὸν κῆπον καὶ ἐθαύμασε τὰ ἄνθη. Ἐπερίμενε τὴν ἐπάνοδον τοῦ συζύγου της μετ᾽ ἀνυπομονησίας. Αἱ ἡμέραι παρήρχοντο βραδέως καὶ ἡ ἀγωνία της ηὔξανε. Τὴν πέμπτην ἡμέραν ἔφθασεν ἐπιστολή. Ὁ σύζυγός της ἔγραφεν ὅτι ἦτο καλὰ καὶ ὅτι θὰ ἐπέστρεφεν ἐντὸς ὀλίγου. Ἡ χαρά της ὑπῆρξε μεγάλη. bbox=[1317, 403, 1519, 588]
page-number: 2 bbox=[78, 71, 94, 96]
post-text: ΠΕΜΠΤΗ, 15 Ἰουλίου. — Ἀγγελιῶν Τσάπα 6 π. μ., Κέρκυραν Βρίνδιον Ἐσωμάσθα 6 π. μ. Χαλκίδα Μυτιλήνην 6π. μ. Σύρον 3 μ. μ. Κρήτην. Ἀλεξάνδρειαν, Σμύρνην 3 μ. μ. Σέριφ Τῆνον Μήλον Σίφνον 4 μ. μ. Κέαν Κύθνον Σέριφον. Ἀπὸ Πειραιῶς τὸ Ναύπλιον, ἡ Πάτρα διὰ Μυτιλήνης Σιμιτζέρ. Λεωνίδα Πλόγαιον Πῦρ. Γαλαξείδι Γεωργιανὸν 4 μ. μ. Ἀνατολικὸν Νέρων Ἀγρ. Πλαγάξ. Κερκ. Σάμον Ζάκυνθον 4 μ. μ. bbox=[80, 455, 325, 588]
col4-text-6: Τὸ ἀτμόπλοιον «ΑΓΙΟΣ ΙΩΑΝΝΗΣ» ἀναχωρεῖ τὸ Σάββατον 17 τρέχ. 9ην π. μ. διὰ Λουτράκιον Ἰτέαν Γαλαξείδιον. bbox=[866, 820, 1098, 860]
legislation-title: ΠΕΡΙΟΔΙΚΗ ΝΟΜΟΘΕΣΙΑ bbox=[335, 905, 592, 926]
wall-clocks-text: Τὸ ὡρολογοποιεῖον τοῦ Σ. ΒΑΣΙΛΕΙΟΥ, ὁδὸς Τοσίτσα, ἔλαβε νέαν ἀποστολὴν ὡρολογίων τοῦ ἐργοστασίου JUNGHANS εἰς ὅλα τὰ σχέδια, καταστήματα, γραφεῖα, ἐκκλησίας. Ἡ ἀντιπροσωπεία τῶν ὡρολογίων JUNGHANS ἀνετέθη εἰς τὸ κ. ΒΑΣΙΛΕΙΟΥ, ὅπου διατίθενται εἰς τιμὰς εὐθηνάς. bbox=[1317, 634, 1519, 754]
giannoulatos-title: ΑΤΜΟΠΛΟΙΑ ΓΙΑΝΝΟΥΛΑΤΟΥ bbox=[866, 865, 1098, 886]
first-necessity-title: ΤΑ ΕΙΔΗ ΤΗΣ ΠΡΩΤΗΣ ΑΝΑΓΚΗΣ bbox=[345, 615, 582, 629]
post-title: ΤΑΧΥΔΡΟΜΕΙΑ bbox=[150, 438, 256, 453]
ad-claim: Ὁ ἐφευρέτης κ. Προμπονᾶς ἐκ τῶν θεραπειῶν τὰς ὁποίας ἐπέτυχεν ἐπὶ 50 χιλιάδων κηλοπαθῶν, ἐχόντων κήλας 15, 20, 30 καὶ 40 ἐτῶν, ἐπὶ τῶν ὁποίων ἐφήρμοσεν τοὺς κηλεπιδέσμους του, ἀπέδειξεν ὅτι εἰς οἱανδήποτε ἡλικίαν θεραπεύει τὴν κήλην ἄνευ ἐγχειρήσεως. bbox=[1111, 1613, 1511, 2240]
to-be-continued: (Ἀκολουθεῖ) bbox=[1458, 592, 1519, 604]
